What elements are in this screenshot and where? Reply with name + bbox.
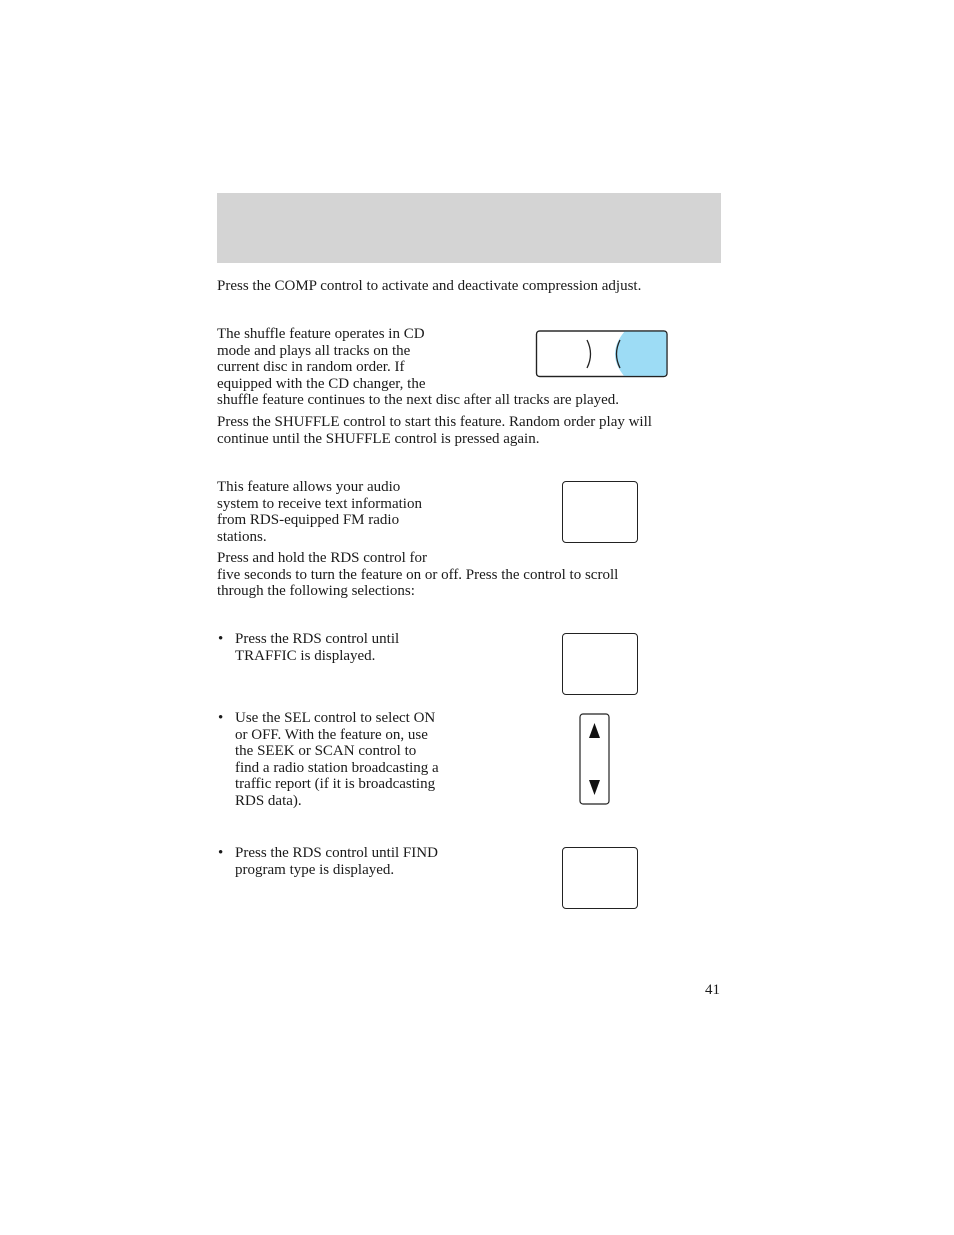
page-number: 41	[705, 982, 720, 998]
rds-line-4: stations.	[217, 528, 267, 545]
bullet-glyph: •	[218, 631, 224, 647]
shuffle-line-4: equipped with the CD changer, the	[217, 375, 426, 392]
shuffle-press-line-1: Press the SHUFFLE control to start this feature. Random order play will	[217, 414, 652, 430]
sel-line-4: find a radio station broadcasting a	[235, 759, 439, 776]
sel-line-1: Use the SEL control to select ON	[235, 710, 436, 726]
shuffle-press-line-2: continue until the SHUFFLE control is pressed again.	[217, 430, 540, 447]
rds-button-icon	[562, 481, 638, 543]
sel-line-6: RDS data).	[235, 792, 302, 809]
sel-line-2: or OFF. With the feature on, use	[235, 726, 428, 743]
rds-hold-line-1: Press and hold the RDS control for	[217, 550, 427, 566]
rds-line-1: This feature allows your audio	[217, 479, 401, 495]
bullet-glyph: •	[218, 710, 224, 726]
shuffle-line-1: The shuffle feature operates in CD	[217, 326, 425, 342]
rds-line-2: system to receive text information	[217, 495, 422, 512]
sel-up-down-icon	[579, 713, 611, 806]
sel-line-5: traffic report (if it is broadcasting	[235, 776, 436, 792]
traffic-line-1: Press the RDS control until	[235, 631, 400, 647]
find-line-2: program type is displayed.	[235, 861, 395, 878]
section-header-band	[217, 193, 721, 263]
find-line-1: Press the RDS control until FIND	[235, 845, 438, 861]
shuffle-line-2: mode and plays all tracks on the	[217, 342, 411, 359]
shuffle-button-icon	[535, 330, 669, 378]
traffic-line-2: TRAFFIC is displayed.	[235, 647, 376, 664]
bullet-glyph: •	[218, 845, 224, 861]
rds-hold-line-2: five seconds to turn the feature on or off. Press the control to scroll	[217, 566, 619, 583]
shuffle-line-3: current disc in random order. If	[217, 359, 405, 375]
rds-button-icon	[562, 633, 638, 695]
shuffle-line-5: shuffle feature continues to the next disc after all tracks are played.	[217, 392, 620, 408]
rds-button-icon	[562, 847, 638, 909]
comp-paragraph: Press the COMP control to activate and deactivate compression adjust.	[217, 278, 642, 294]
rds-line-3: from RDS-equipped FM radio	[217, 512, 400, 528]
rds-hold-line-3: through the following selections:	[217, 583, 415, 599]
sel-line-3: the SEEK or SCAN control to	[235, 743, 417, 759]
